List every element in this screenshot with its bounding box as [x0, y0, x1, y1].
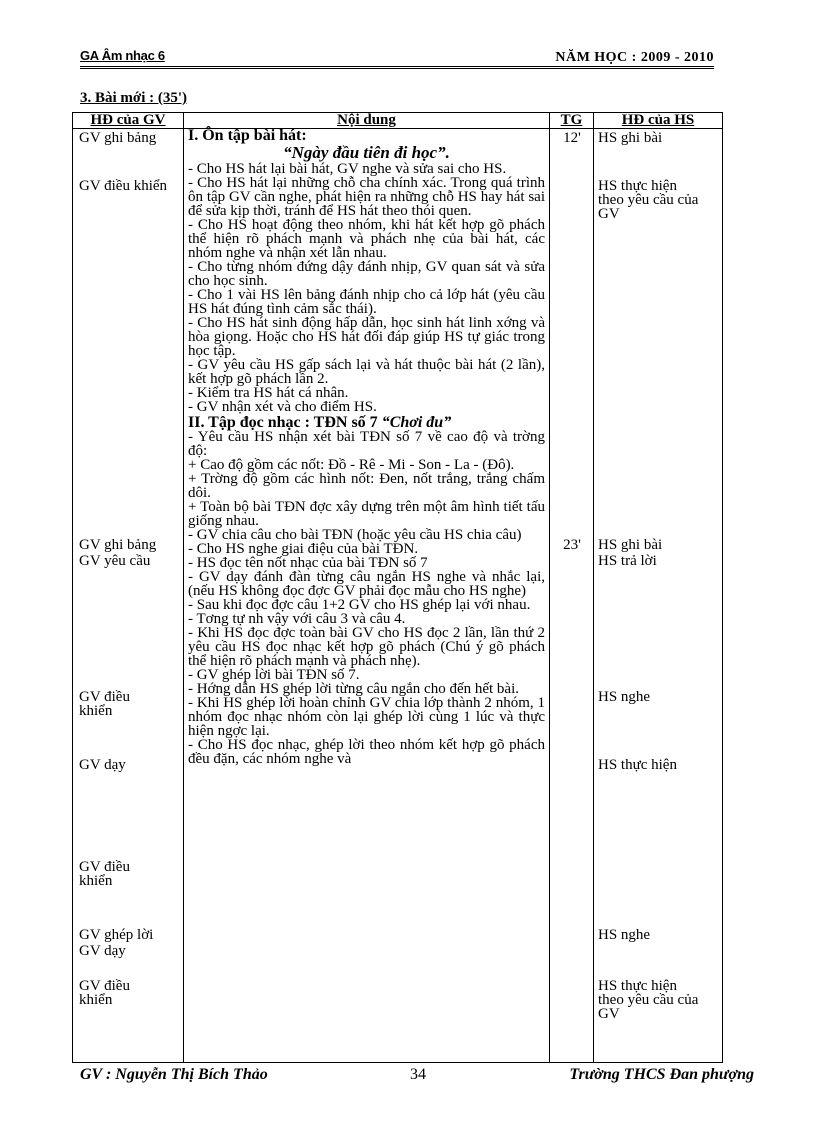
hs-note: HS trả lời — [598, 553, 657, 569]
header-rule — [80, 66, 714, 67]
content-line: - Cho HS đọc nhạc, ghép lời theo nhóm kết hợp gõ phách đều đặn, các nhóm nghe và — [188, 737, 545, 767]
content-line: - Khi HS đọc đợc toàn bài GV cho HS đọc 2 lần, lần thứ 2 yêu cầu HS đọc nhạc kết hợp gõ phách (Chú ý gõ phách thể hiện rõ phách mạnh và phách nhẹ). — [188, 625, 545, 669]
gv-note: GV dạy — [79, 757, 126, 773]
gv-note: GV điều khiển — [79, 859, 130, 889]
tg-cell — [550, 129, 594, 1063]
content-line: - Cho HS hoạt động theo nhóm, khi hát kết hợp gõ phách thể hiện rõ phách mạnh và phách nhẹ của bài hát, các nhóm nghe và nhận xét lẫn nhau. — [188, 217, 545, 261]
content-line: - GV yêu cầu HS gấp sách lại và hát thuộc bài hát (2 lần), kết hợp gõ phách lần 2. — [188, 357, 545, 387]
gv-note: GV dạy — [79, 943, 126, 959]
content-line: - GV ghép lời bài TĐN số 7. — [188, 667, 360, 683]
hs-activity-cell — [594, 129, 723, 1063]
col-header-content: Nội dung — [184, 113, 550, 129]
content-line: - GV chia câu cho bài TĐN (hoặc yêu cầu HS chia câu) — [188, 527, 522, 543]
content-line: - Kiểm tra HS hát cá nhân. — [188, 385, 349, 401]
content-line: - Sau khi đọc đợc câu 1+2 GV cho HS ghép lại với nhau. — [188, 597, 531, 613]
part2-title-text: II. Tập đọc nhạc : TĐN số 7 — [188, 414, 378, 431]
content-line: - GV dạy đánh đàn từng câu ngắn HS nghe và nhắc lại, (nếu HS không đọc đợc GV phải đọc mẫu cho HS nghe) — [188, 569, 545, 599]
hs-note: HS thực hiện theo yêu cầu của GV — [598, 978, 699, 1022]
tg-value: 12' — [563, 130, 581, 146]
content-line: - Cho HS hát lại bài hát, GV nghe và sửa sai cho HS. — [188, 161, 507, 177]
content-line: - Cho từng nhóm đứng dậy đánh nhịp, GV quan sát và sửa cho học sinh. — [188, 259, 545, 289]
col-header-gv: HĐ của GV — [73, 113, 184, 129]
header-school-year: NĂM HỌC : 2009 - 2010 — [555, 50, 714, 65]
part2-song-title: “Chơi đu” — [381, 414, 452, 431]
footer-teacher: GV : Nguyễn Thị Bích Thảo — [80, 1066, 268, 1083]
content-line: - HS đọc tên nốt nhạc của bài TĐN số 7 — [188, 555, 428, 571]
content-line: - Tơng tự nh vậy với câu 3 và câu 4. — [188, 611, 406, 627]
hs-note: HS ghi bài — [598, 130, 663, 146]
table-header-row — [73, 113, 723, 129]
content-line: - Cho 1 vài HS lên bảng đánh nhịp cho cả lớp hát (yêu cầu HS hát đúng tình cảm sắc thái). — [188, 287, 545, 317]
col-header-hs: HĐ của HS — [594, 113, 723, 129]
footer-school: Trường THCS Đan phượng — [569, 1066, 754, 1083]
hs-note: HS thực hiện — [598, 757, 677, 773]
content-body — [184, 129, 549, 766]
content-line: - Khi HS ghép lời hoàn chỉnh GV chia lớp thành 2 nhóm, 1 nhóm đọc nhạc nhóm còn lại ghép lời cùng 1 lúc và thực hiện ngợc lại. — [188, 695, 545, 739]
header-subject: GA Âm nhạc 6 — [80, 48, 165, 63]
hs-note: HS ghi bài — [598, 537, 663, 553]
header-rule-double — [80, 68, 714, 69]
content-line: - GV nhận xét và cho điểm HS. — [188, 399, 377, 415]
gv-note: GV điều khiển — [79, 689, 130, 719]
content-line: + Cao độ gồm các nốt: Đồ - Rê - Mi - Son - La - (Đô). — [188, 457, 515, 473]
part1-song-title: “Ngày đầu tiên đi học”. — [283, 143, 450, 162]
content-line: - Cho HS hát lại những chỗ cha chính xác. Trong quá trình ôn tập GV cần nghe, phát hiện ra những chỗ HS hay hát sai để sửa kịp thời, tránh để HS hát theo thói quen. — [188, 175, 545, 219]
gv-note: GV điều khiển — [79, 978, 130, 1008]
gv-note: GV ghép lời — [79, 927, 154, 943]
gv-note: GV ghi bảng — [79, 537, 157, 553]
table-row — [73, 129, 723, 1063]
col-header-tg: TG — [550, 113, 594, 129]
footer-page-number: 34 — [410, 1066, 426, 1083]
gv-activity-cell — [73, 129, 184, 1063]
content-line: - Hớng dẫn HS ghép lời từng câu ngắn cho đến hết bài. — [188, 681, 520, 697]
content-line: - Cho HS nghe giai điệu của bài TĐN. — [188, 541, 419, 557]
content-line: - Cho HS hát sinh động hấp dẫn, học sinh hát linh xớng và hòa giọng. Hoặc cho HS hát đối đáp giúp HS tự giác trong học tập. — [188, 315, 545, 359]
gv-note: GV ghi bảng — [79, 130, 157, 146]
content-line: + Trờng độ gồm các hình nốt: Đen, nốt trắng, trắng chấm dôi. — [188, 471, 545, 501]
section-title: 3. Bài mới : (35') — [80, 90, 188, 106]
content-cell — [184, 129, 550, 1063]
gv-note: GV yêu cầu — [79, 553, 151, 569]
gv-note: GV điều khiển — [79, 178, 168, 194]
content-line: - Yêu cầu HS nhận xét bài TĐN số 7 về cao độ và trờng độ: — [188, 429, 545, 459]
hs-note: HS nghe — [598, 689, 651, 705]
content-line: + Toàn bộ bài TĐN đợc xây dựng trên một âm hình tiết tấu giống nhau. — [188, 499, 545, 529]
hs-note: HS nghe — [598, 927, 651, 943]
lesson-table — [72, 112, 723, 1063]
tg-value: 23' — [563, 537, 581, 553]
part2-title — [188, 416, 545, 430]
part1-title: I. Ôn tập bài hát: — [188, 127, 307, 144]
hs-note: HS thực hiện theo yêu cầu của GV — [598, 178, 699, 222]
